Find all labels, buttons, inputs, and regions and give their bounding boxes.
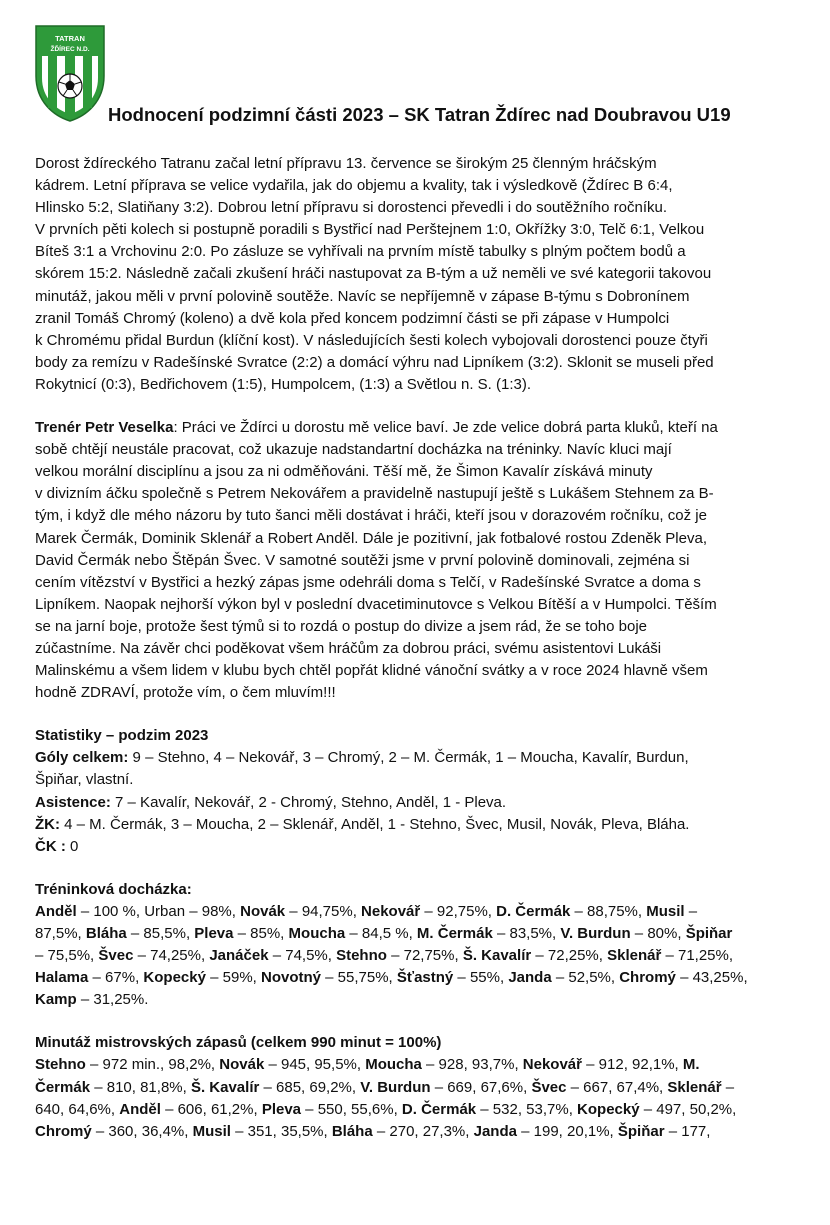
minutes-line (35, 1099, 805, 1121)
coach-line: hodně ZDRAVÍ, protože vím, o čem mluvím!!! (35, 684, 336, 702)
intro-paragraph (35, 153, 805, 396)
value-text: – 360, 36,4%, (91, 1122, 193, 1140)
player-name: Čermák (35, 1078, 91, 1096)
attendance-line (35, 901, 805, 923)
value-text: – 606, 61,2%, (160, 1100, 262, 1118)
minutes-line (35, 1121, 805, 1143)
player-name: Novák (240, 902, 286, 920)
coach-label: Trenér Petr Veselka (35, 419, 174, 437)
value-text: – 270, 27,3%, (372, 1122, 474, 1140)
value-text: – 94,75%, (285, 902, 362, 920)
intro-line: Dorost ždíreckého Tatranu začal letní přípravu 13. července se širokým 25 členným hráčským (35, 155, 657, 172)
value-text: – 177, (664, 1122, 711, 1140)
minutes-line (35, 1054, 805, 1076)
value-text: – 685, 69,2%, (259, 1078, 361, 1096)
coach-line: velkou morální disciplínu a jsou za ni odměňováni. Těší mě, že Šimon Kavalír získává minuty (35, 463, 653, 481)
assists-label: Asistence: (35, 793, 111, 811)
value-text: 87,5%, (35, 925, 86, 942)
coach-line: tým, i když dle mého názoru by tuto šanci měli dostávat i hráči, kteří jsou v dorazovém ročníku, což je (35, 507, 707, 525)
player-name: Švec (98, 947, 134, 965)
value-text: – 912, 92,1%, (581, 1056, 683, 1074)
value-text: – 75,5%, (35, 947, 99, 965)
player-name: V. Burdun (360, 1078, 431, 1096)
value-text: – 92,75%, (420, 902, 497, 920)
minutes-line (35, 1077, 805, 1099)
coach-line: zúčastníme. Na závěr chci poděkovat všem hráčům za dobrou práci, svému asistentovi Lukáši (35, 639, 662, 657)
player-name: D. Čermák (401, 1100, 477, 1118)
coach-line: Lipníkem. Naopak nejhorší výkon byl v poslední dvacetiminutovce s Velkou Bítěší a v Humpolci. Těším (35, 595, 717, 613)
player-name: Musil (646, 902, 685, 920)
player-name: Š. Kavalír (462, 947, 532, 965)
coach-line: sobě chtějí neustále pracovat, což ukazuje nadstandartní docházka na tréninky. Navíc kluci mají (35, 441, 672, 459)
statistics-section (35, 725, 805, 858)
intro-line: Bíteš 3:1 a Vrchovinu 2:0. Po zásluze se vyhřívali na prvním místě tabulky s plným počtem bodů a (35, 243, 686, 261)
attendance-line (35, 989, 805, 1011)
club-logo (34, 24, 106, 122)
value-text: – 497, 50,2%, (639, 1100, 737, 1118)
player-name: Špiňar (685, 925, 733, 942)
value-text: – 550, 55,6%, (301, 1100, 402, 1118)
red-cards-text: 0 (65, 837, 79, 855)
intro-line: k Chromému přidal Burdun (klíční kost). V následujících šesti kolech vybojovali dorostenci pouze čtyři (35, 331, 708, 349)
coach-line: Malinskému a všem lidem v klubu bych chtěl popřát klidné vánoční svátky a v roce 2024 hlavně všem (35, 662, 708, 680)
club-crest-icon (34, 24, 106, 122)
value-text: – 84,5 %, (345, 925, 417, 942)
logo-bottom-text: ŽĎÍREC N.D. (50, 46, 90, 53)
player-name: Novotný (261, 969, 321, 987)
value-text: – 928, 93,7%, (421, 1056, 523, 1074)
player-name: M. (682, 1056, 700, 1074)
value-text: – 71,25%, (661, 947, 734, 965)
player-name: Moucha (288, 925, 346, 942)
value-text: 640, 64,6%, (35, 1100, 120, 1118)
minutes-heading: Minutáž mistrovských zápasů (celkem 990 minut = 100%) (35, 1034, 442, 1052)
minutes-section (35, 1032, 805, 1142)
logo-top-text: TATRAN (55, 34, 85, 43)
coach-line: Marek Čermák, Dominik Sklenář a Robert Anděl. Dále je pozitivní, jak fotbalové rostou Zdeněk Pleva, (35, 529, 707, 547)
value-text: – 88,75%, (570, 902, 647, 920)
player-name: Anděl (35, 902, 77, 920)
coach-line: se na jarní boje, protože šest týmů si to rozdá o postup do divize a jsem rád, že se toho boje (35, 617, 648, 635)
red-cards-label: ČK : (35, 837, 66, 855)
goals-text: 9 – Stehno, 4 – Nekovář, 3 – Chromý, 2 – M. Čermák, 1 – Moucha, Kavalír, Burdun, (128, 749, 689, 767)
value-text: – 85,5%, (126, 925, 195, 942)
value-text: – 80%, (630, 925, 686, 942)
coach-line: cením vítězství v Bystřici a hezký zápas jsme odehráli doma s Telčí, v Radešínské Svratce a doma s (35, 573, 701, 591)
intro-line: minutáž, jakou měli v první polovině soutěže. Navíc se nepříjemně v zápase B-týmu s Dobronínem (35, 287, 690, 305)
player-name: Musil (192, 1122, 231, 1140)
player-name: V. Burdun (560, 925, 631, 942)
intro-line: V prvních pěti kolech si postupně poradili s Bystřicí nad Perštejnem 1:0, Okřížky 3:0, Telč 6:1, Velkou (35, 221, 705, 239)
intro-line: body za remízu v Radešínské Svratce (2:2) a domácí výhru nad Lipníkem (3:2). Sklonit se museli před (35, 353, 714, 371)
player-name: D. Čermák (496, 902, 571, 920)
intro-line: kádrem. Letní příprava se velice vydařila, jak do objemu a kvality, tak i výsledkově (Ždírec B 6:4, (35, 177, 673, 195)
statistics-heading: Statistiky – podzim 2023 (35, 727, 209, 745)
value-text: – 74,25%, (133, 947, 210, 965)
yellow-cards-label: ŽK: (35, 815, 60, 833)
player-name: Janda (473, 1122, 517, 1140)
attendance-section (35, 879, 805, 1012)
player-name: Nekovář (361, 902, 421, 920)
intro-line: Rokytnicí (0:3), Bedřichovem (1:5), Humpolcem, (1:3) a Světlou n. S. (1:3). (35, 375, 532, 393)
player-name: Kopecký (577, 1100, 640, 1118)
coach-paragraph (35, 417, 805, 704)
player-name: Janáček (209, 947, 269, 965)
player-name: Švec (531, 1078, 567, 1096)
player-name: Sklenář (667, 1078, 722, 1096)
goals-label: Góly celkem: (35, 749, 129, 767)
value-text: – 199, 20,1%, (516, 1122, 618, 1140)
assists-text: 7 – Kavalír, Nekovář, 2 - Chromý, Stehno, Anděl, 1 - Pleva. (110, 793, 507, 811)
player-name: M. Čermák (416, 925, 493, 942)
coach-first-line (35, 417, 805, 439)
player-name: Janda (508, 969, 552, 987)
coach-line: David Čermák nebo Štěpán Švec. V samotné soutěži jsme v první polovině dominovali, zejména si (35, 551, 690, 569)
value-text: – 67%, (88, 969, 144, 987)
value-text: – 43,25%, (675, 969, 748, 987)
intro-line: skórem 15:2. Následně začali zkušení hráči nastupovat za B-tým a už neměli ve své kategorii takovou (35, 265, 712, 283)
value-text: – 85%, (233, 925, 289, 942)
page-title: Hodnocení podzimní části 2023 – SK Tatran Ždírec nad Doubravou U19 (108, 104, 731, 125)
player-name: Špiňar (617, 1122, 665, 1140)
value-text: – 100 %, Urban – 98%, (76, 902, 241, 920)
player-name: Chromý (35, 1122, 92, 1140)
value-text: – 669, 67,6%, (430, 1078, 532, 1096)
player-name: Pleva (261, 1100, 302, 1118)
yellow-cards-text: 4 – M. Čermák, 3 – Moucha, 2 – Sklenář, Anděl, 1 - Stehno, Švec, Musil, Novák, Pleva, Bláha. (60, 815, 690, 833)
player-name: Kamp (35, 991, 77, 1009)
value-text: – 351, 35,5%, (230, 1122, 332, 1140)
value-text: – 74,5%, (268, 947, 337, 965)
player-name: Bláha (85, 925, 127, 942)
value-text: – 945, 95,5%, (264, 1056, 366, 1074)
player-name: Stehno (35, 1056, 86, 1074)
value-text: – 532, 53,7%, (476, 1100, 578, 1118)
value-text: – 31,25%. (76, 991, 149, 1009)
player-name: Anděl (119, 1100, 161, 1118)
player-name: Novák (219, 1056, 265, 1074)
value-text: – 83,5%, (492, 925, 561, 942)
player-name: Kopecký (143, 969, 206, 987)
attendance-line (35, 923, 805, 945)
coach-first-line-text: : Práci ve Ždírci u dorostu mě velice baví. Je zde velice dobrá parta kluků, kteří na (173, 419, 718, 437)
attendance-heading: Tréninková docházka: (35, 880, 192, 898)
value-text: – 52,5%, (551, 969, 620, 987)
player-name: Halama (35, 969, 89, 987)
player-name: Š. Kavalír (190, 1078, 260, 1096)
player-name: Nekovář (522, 1056, 582, 1074)
value-text: – 55,75%, (321, 969, 397, 987)
player-name: Pleva (194, 925, 234, 942)
value-text: – 55%, (453, 969, 509, 987)
value-text: – 972 min., 98,2%, (85, 1056, 220, 1074)
value-text: – (684, 902, 698, 920)
value-text: – 810, 81,8%, (90, 1078, 191, 1096)
player-name: Bláha (331, 1122, 373, 1140)
goals-text-2: Špiňar, vlastní. (35, 771, 134, 789)
player-name: Sklenář (607, 947, 662, 965)
player-name: Chromý (619, 969, 676, 987)
attendance-line (35, 945, 805, 967)
value-text: – 59%, (205, 969, 261, 987)
intro-line: zranil Tomáš Chromý (koleno) a dvě kola před koncem podzimní části se při zápase v Humpolci (35, 309, 670, 327)
document-body (35, 153, 805, 1143)
value-text: – 72,25%, (531, 947, 608, 965)
attendance-line (35, 967, 805, 989)
value-text: – 72,75%, (386, 947, 463, 965)
player-name: Moucha (365, 1056, 422, 1074)
coach-line: v divizním áčku společně s Petrem Nekovářem a pravidelně nastupují ještě s Lukášem Stehnem za B- (35, 485, 714, 503)
player-name: Stehno (336, 947, 387, 965)
value-text: – 667, 67,4%, (566, 1078, 668, 1096)
intro-line: Hlinsko 5:2, Slatiňany 3:2). Dobrou letní přípravu si dorostenci převedli i do soutěžního ročníku. (35, 199, 668, 217)
value-text: – (721, 1078, 735, 1096)
player-name: Šťastný (396, 969, 454, 987)
